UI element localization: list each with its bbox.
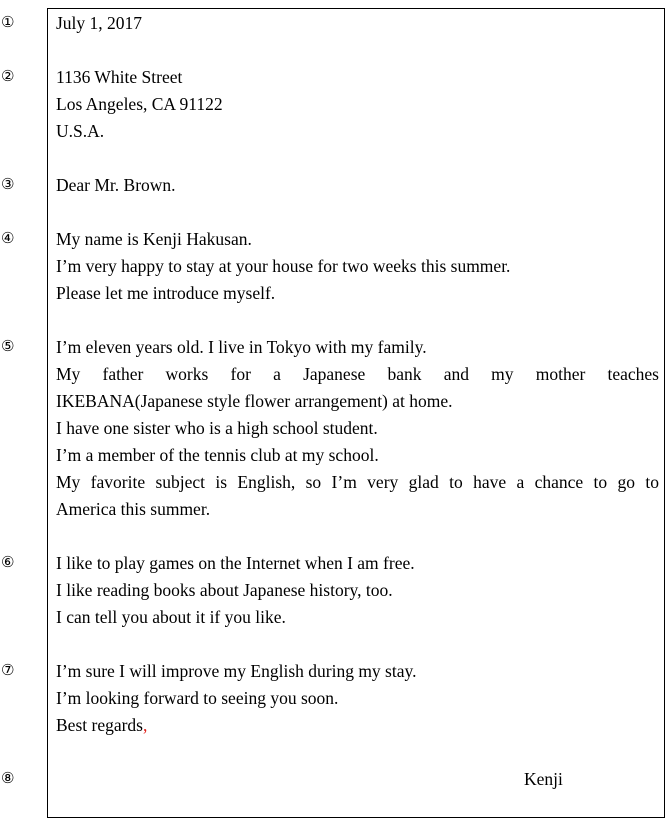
regards-text: Best regards [56,715,143,735]
hobbies-line-3: I can tell you about it if you like. [56,607,286,627]
salutation: Dear Mr. Brown. [56,175,176,195]
marker-7: ⑦ [1,661,15,679]
family-line-4: I have one sister who is a high school student. [56,418,378,438]
hobbies-line-1: I like to play games on the Internet when I am free. [56,553,415,573]
closing-line-2: I’m looking forward to seeing you soon. [56,688,339,708]
family-line-1: I’m eleven years old. I live in Tokyo with my family. [56,337,427,357]
address-line-1: 1136 White Street [56,67,183,87]
marker-3: ③ [1,175,15,193]
family-line-6: My favorite subject is English, so I’m very glad to have a chance to go to [56,472,659,492]
marker-2: ② [1,67,15,85]
signature: Kenji [524,769,563,789]
marker-1: ① [1,13,15,31]
family-line-5: I’m a member of the tennis club at my school. [56,445,379,465]
intro-line-2: I’m very happy to stay at your house for two weeks this summer. [56,256,511,276]
marker-4: ④ [1,229,15,247]
family-line-7: America this summer. [56,499,211,519]
closing-line-1: I’m sure I will improve my English during my stay. [56,661,417,681]
family-line-3: IKEBANA(Japanese style flower arrangement) at home. [56,391,453,411]
intro-line-3: Please let me introduce myself. [56,283,276,303]
marker-6: ⑥ [1,553,15,571]
hobbies-line-2: I like reading books about Japanese history, too. [56,580,393,600]
regards-comma: , [143,715,148,735]
marker-8: ⑧ [1,769,15,787]
address-line-3: U.S.A. [56,121,105,141]
regards-line [56,714,147,736]
marker-5: ⑤ [1,337,15,355]
address-line-2: Los Angeles, CA 91122 [56,94,223,114]
letter-date: July 1, 2017 [56,13,143,33]
family-line-2: My father works for a Japanese bank and my mother teaches [56,364,659,384]
intro-line-1: My name is Kenji Hakusan. [56,229,252,249]
